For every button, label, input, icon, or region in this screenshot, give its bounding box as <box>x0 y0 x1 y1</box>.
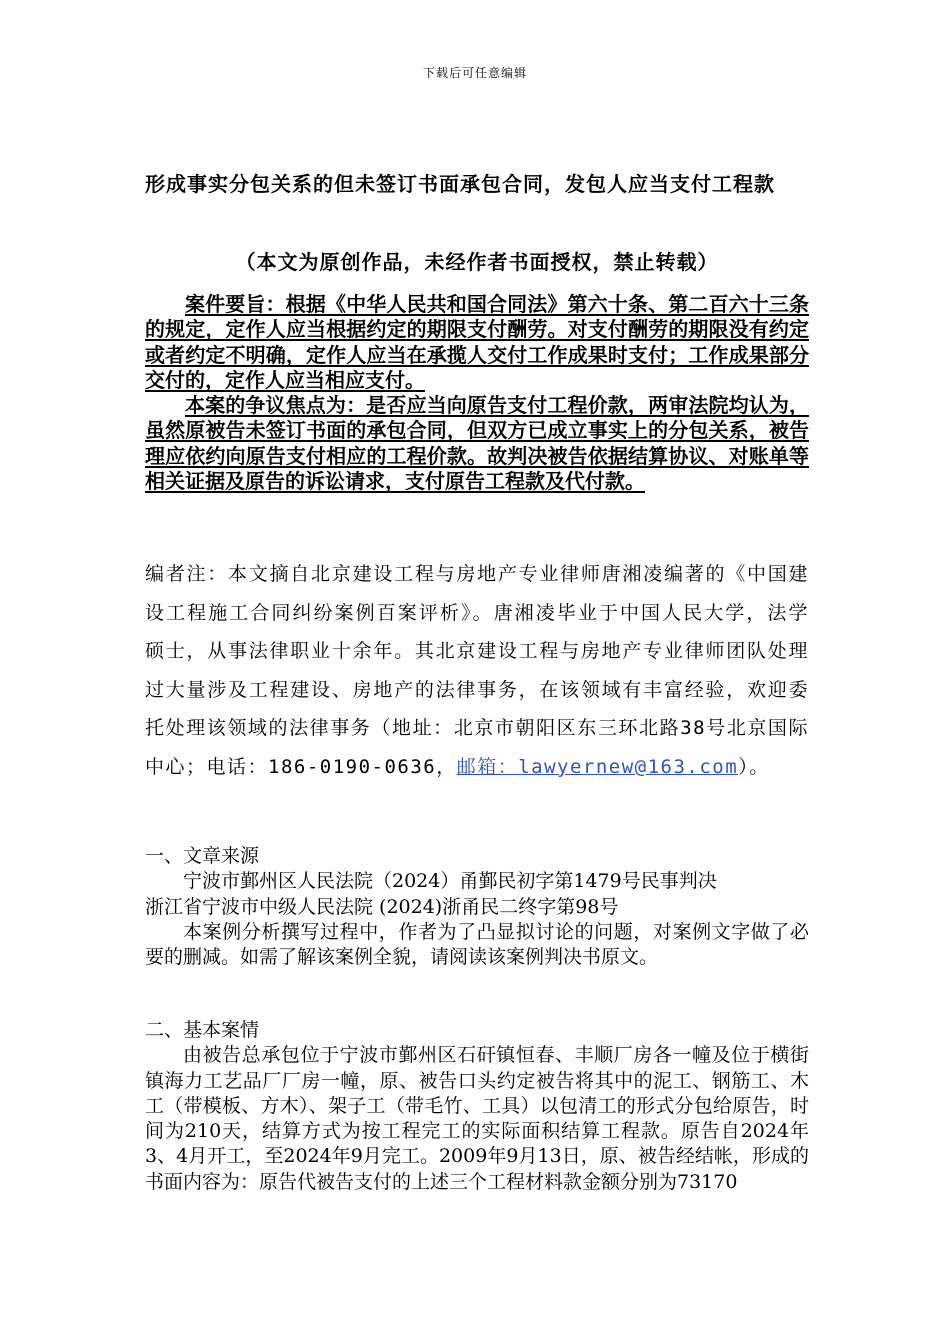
dispute-focus-paragraph: 本案的争议焦点为：是否应当向原告支付工程价款，两审法院均认为，虽然原被告未签订书面的承包合同，但双方已成立事实上的分包关系，被告理应依约向原告支付相应的工程价款。故判决被告依据结算协议、对账单等相关证据及原告的诉讼请求，支付原告工程款及代付款。 <box>145 393 809 494</box>
case-summary-paragraph: 案件要旨：根据《中华人民共和国合同法》第六十条、第二百六十三条的规定，定作人应当根据约定的期限支付酬劳。对支付酬劳的期限没有约定或者约定不明确，定作人应当在承揽人交付工作成果时支付；工作成果部分交付的，定作人应当相应支付。 <box>145 292 809 392</box>
source-line: 宁波市鄞州区人民法院（2024）甬鄞民初字第1479号民事判决 <box>183 870 717 893</box>
copyright-notice: （本文为原创作品，未经作者书面授权，禁止转载） <box>235 250 719 274</box>
editor-note-closing: ）。 <box>738 755 770 778</box>
section-heading: 一、文章来源 <box>145 845 260 867</box>
section-basic-facts <box>145 1018 809 1195</box>
basic-facts-paragraph: 由被告总承包位于宁波市鄞州区石矸镇恒春、丰顺厂房各一幢及位于横街镇海力工艺品厂厂房一幢，原、被告口头约定被告将其中的泥工、钢筋工、木工（带模板、方木）、架子工（带毛竹、工具）以包清工的形式分包给原告，时间为210天，结算方式为按工程完工的实际面积结算工程款。原告自2024年3、4月开工，至2024年9月完工。2009年9月13日，原、被告经结帐，形成的书面内容为：原告代被告支付的上述三个工程材料款金额分别为73170 <box>145 1044 809 1193</box>
page-header: 下载后可任意编辑 <box>422 66 527 80</box>
case-summary <box>145 292 809 494</box>
editor-note-text: 编者注：本文摘自北京建设工程与房地产专业律师唐湘凌编著的《中国建设工程施工合同纠纷案例百案评析》。唐湘凌毕业于中国人民大学，法学硕士，从事法律职业十余年。其北京建设工程与房地产专业律师团队处理过大量涉及工程建设、房地产的法律事务，在该领域有丰富经验，欢迎委托处理该领域的法律事务（地址：北京市朝阳区东三环北路38号北京国际中心；电话：186-0190-0636， <box>145 563 809 778</box>
source-note: 本案例分析撰写过程中，作者为了凸显拟讨论的问题，对案例文字做了必要的删减。如需了解该案例全貌，请阅读该案例判决书原文。 <box>145 920 809 969</box>
document-title: 形成事实分包关系的但未签订书面承包合同，发包人应当支付工程款 <box>145 172 775 196</box>
section-heading: 二、基本案情 <box>145 1019 260 1041</box>
editor-note <box>145 555 809 786</box>
section-article-source <box>145 844 809 970</box>
email-link[interactable]: 邮箱：lawyernew@163.com <box>456 755 739 778</box>
source-line: 浙江省宁波市中级人民法院 (2024)浙甬民二终字第98号 <box>145 895 619 918</box>
